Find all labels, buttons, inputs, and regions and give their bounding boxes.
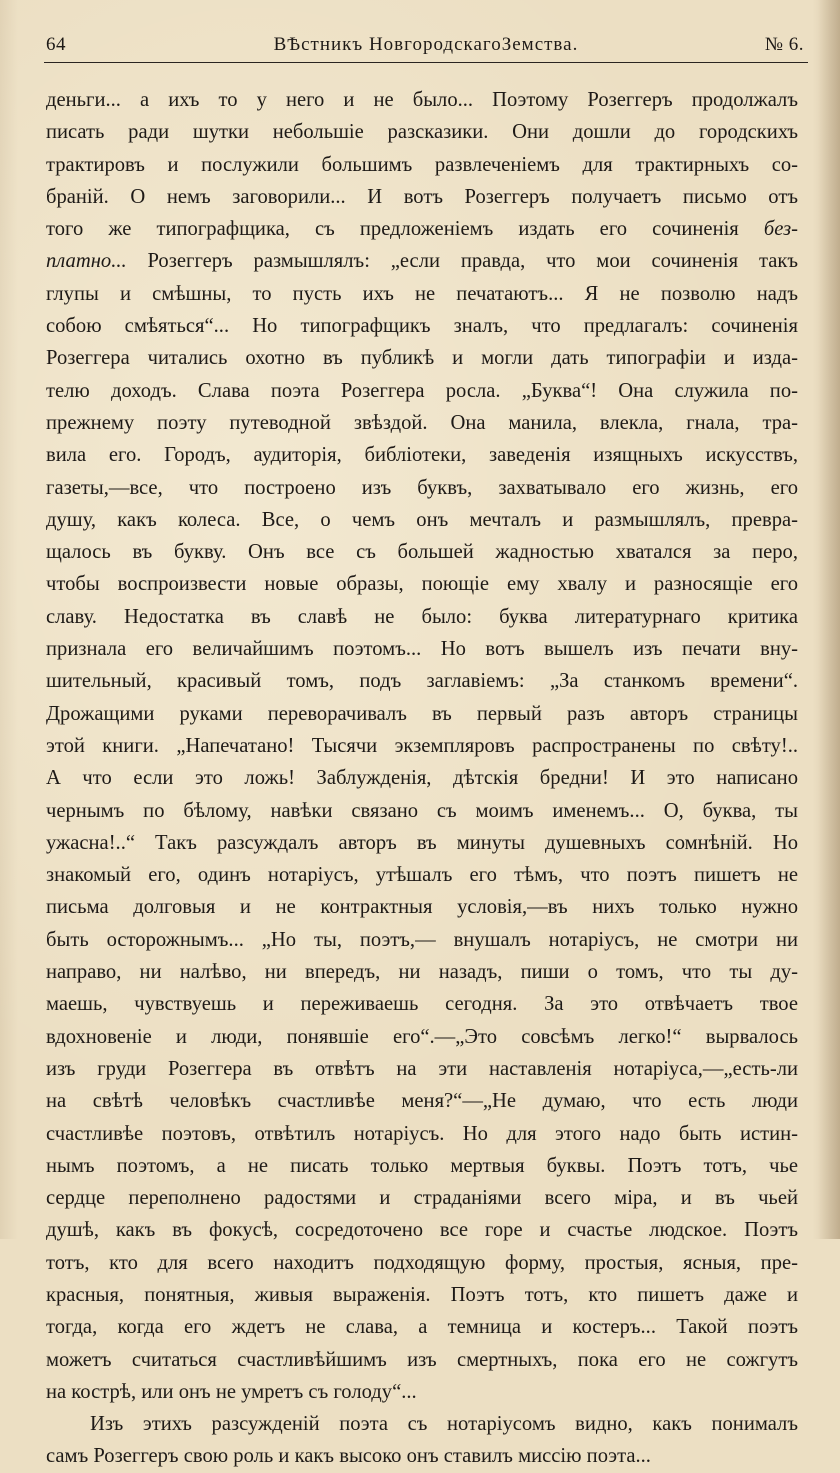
text-line bbox=[46, 795, 798, 827]
text-run: щалось въ букву. Онъ все съ большей жадностью хватался за перо, bbox=[46, 541, 798, 564]
text-line bbox=[46, 601, 798, 633]
text-run: Розеггеръ размышлялъ: „если правда, что мои сочиненія такъ bbox=[126, 250, 798, 273]
text-line bbox=[46, 116, 798, 148]
text-line bbox=[46, 504, 798, 536]
italic-run: без- bbox=[763, 218, 798, 241]
text-line bbox=[46, 859, 798, 891]
text-run: писать ради шутки небольшіе разсказики. Они дошли до городскихъ bbox=[46, 121, 798, 144]
text-run: душу, какъ колеса. Все, о чемъ онъ мечталъ и размышлялъ, превра- bbox=[46, 508, 798, 531]
text-run: на свѣтѣ человѣкъ счастливѣе меня?“—„Не думаю, что есть люди bbox=[46, 1090, 798, 1113]
text-run: знакомый его, одинъ нотаріусъ, утѣшалъ его тѣмъ, что поэтъ пишетъ не bbox=[46, 864, 798, 887]
text-run: письма долговыя и не контрактныя условія,—въ нихъ только нужно bbox=[46, 896, 798, 919]
text-run: телю доходъ. Слава поэта Розеггера росла. „Буква“! Она служила по- bbox=[46, 379, 798, 402]
text-run: браній. О немъ заговорили... И вотъ Розеггеръ получаетъ письмо отъ bbox=[46, 185, 798, 208]
text-line bbox=[46, 407, 798, 439]
text-line bbox=[46, 1376, 798, 1408]
running-title: ВѢстникъ НовгородскагоЗемства. bbox=[273, 34, 579, 55]
text-line bbox=[46, 310, 798, 342]
italic-run: платно... bbox=[46, 250, 127, 273]
text-run: направо, ни налѣво, ни впередъ, ни назадъ, пиши о томъ, что ты ду- bbox=[46, 961, 798, 984]
text-run: тогда, когда его ждетъ не слава, а темница и костеръ... Такой поэтъ bbox=[46, 1316, 798, 1339]
text-run: чернымъ по бѣлому, навѣки связано съ моимъ именемъ... О, буква, ты bbox=[46, 799, 798, 822]
text-line bbox=[46, 1021, 798, 1053]
text-run: деньги... а ихъ то у него и не было... Поэтому Розеггеръ продолжалъ bbox=[46, 89, 798, 111]
text-run: счастливѣе поэтовъ, отвѣтилъ нотаріусъ. Но для этого надо быть истин- bbox=[46, 1122, 798, 1145]
page-edge-shadow bbox=[818, 0, 840, 1239]
text-run: признала его величайшимъ поэтомъ... Но вотъ вышелъ изъ печати вну- bbox=[46, 638, 798, 661]
text-run: собою смѣяться“... Но типографщикъ зналъ, что предлагалъ: сочиненія bbox=[46, 315, 798, 338]
text-run: маешь, чувствуешь и переживаешь сегодня. За это отвѣчаетъ твое bbox=[46, 993, 798, 1016]
text-run: ужасна!..“ Такъ разсуждалъ авторъ въ минуты душевныхъ сомнѣній. Но bbox=[46, 831, 798, 854]
article-body bbox=[46, 84, 798, 1473]
page-number: 64 bbox=[46, 34, 66, 55]
text-line bbox=[46, 342, 798, 374]
text-run: газеты,—все, что построено изъ буквъ, захватывало его жизнь, его bbox=[46, 476, 798, 499]
text-run: вдохновеніе и люди, понявшіе его“.—„Это совсѣмъ легко!“ вырвалось bbox=[46, 1025, 798, 1048]
text-line bbox=[46, 665, 798, 697]
text-line bbox=[46, 988, 798, 1020]
text-line bbox=[46, 1247, 798, 1279]
text-run: Розеггера читались охотно въ публикѣ и могли дать типографіи и изда- bbox=[46, 347, 798, 370]
text-line bbox=[46, 1344, 798, 1376]
text-line bbox=[46, 245, 798, 277]
text-line bbox=[46, 730, 798, 762]
text-line bbox=[46, 762, 798, 794]
text-run: глупы и смѣшны, то пусть ихъ не печатаютъ... Я не позволю надъ bbox=[46, 282, 798, 305]
text-line bbox=[46, 213, 798, 245]
text-line bbox=[46, 375, 798, 407]
text-run: можетъ считаться счастливѣйшимъ изъ смертныхъ, пока его не сожгутъ bbox=[46, 1348, 798, 1371]
text-run: славу. Недостатка въ славѣ не было: буква литературнаго критика bbox=[46, 605, 798, 628]
text-run: прежнему поэту путеводной звѣздой. Она манила, влекла, гнала, тра- bbox=[46, 411, 798, 434]
text-run: сердце переполнено радостями и страданіями всего міра, и въ чьей bbox=[46, 1187, 798, 1210]
text-run: чтобы воспроизвести новые образы, поющіе ему хвалу и разносящіе его bbox=[46, 573, 798, 596]
text-run: Дрожащими руками переворачивалъ въ первый разъ авторъ страницы bbox=[46, 702, 798, 725]
text-line bbox=[46, 84, 798, 116]
text-line bbox=[46, 1182, 798, 1214]
text-line bbox=[46, 1118, 798, 1150]
text-line bbox=[46, 1150, 798, 1182]
text-line bbox=[46, 181, 798, 213]
page-header bbox=[44, 32, 808, 60]
text-line bbox=[46, 827, 798, 859]
text-line bbox=[46, 1214, 798, 1246]
text-run: красныя, понятныя, живыя выраженія. Поэтъ тотъ, кто пишетъ даже и bbox=[46, 1283, 798, 1306]
text-line bbox=[46, 1279, 798, 1311]
text-line bbox=[46, 278, 798, 310]
text-line bbox=[46, 956, 798, 988]
text-line bbox=[46, 1085, 798, 1117]
text-line bbox=[46, 1408, 798, 1440]
text-line bbox=[46, 472, 798, 504]
text-line bbox=[46, 536, 798, 568]
text-line bbox=[46, 1053, 798, 1085]
text-line bbox=[46, 1311, 798, 1343]
text-run: тотъ, кто для всего находитъ подходящую форму, простыя, ясныя, пре- bbox=[46, 1251, 798, 1274]
header-rule bbox=[44, 62, 808, 63]
text-line bbox=[46, 698, 798, 730]
text-line bbox=[46, 149, 798, 181]
text-line bbox=[46, 924, 798, 956]
text-run: этой книги. „Напечатано! Тысячи экземпляровъ распространены по свѣту!.. bbox=[46, 734, 798, 757]
text-line bbox=[46, 633, 798, 665]
text-run: на кострѣ, или онъ не умретъ съ голоду“... bbox=[46, 1380, 417, 1403]
text-run: изъ груди Розеггера въ отвѣтъ на эти наставленія нотаріуса,—„есть-ли bbox=[46, 1057, 798, 1080]
text-run: вила его. Городъ, аудиторія, библіотеки, заведенія изящныхъ искусствъ, bbox=[46, 444, 798, 467]
text-run: душѣ, какъ въ фокусѣ, сосредоточено все горе и счастье людское. Поэтъ bbox=[46, 1219, 798, 1242]
text-run: шительный, красивый томъ, подъ заглавіемъ: „За станкомъ времени“. bbox=[46, 670, 798, 693]
text-run: нымъ поэтомъ, а не писать только мертвыя буквы. Поэтъ тотъ, чье bbox=[46, 1154, 798, 1177]
text-run: самъ Розеггеръ свою роль и какъ высоко онъ ставилъ миссію поэта... bbox=[46, 1445, 651, 1468]
issue-number: № 6. bbox=[764, 34, 804, 55]
text-line bbox=[46, 891, 798, 923]
text-line bbox=[46, 568, 798, 600]
text-line bbox=[46, 1440, 798, 1472]
text-run: того же типографщика, съ предложеніемъ издать его сочиненія bbox=[46, 218, 739, 241]
text-run: А что если это ложь! Заблужденія, дѣтскія бредни! И это написано bbox=[46, 767, 798, 790]
text-run: трактировъ и послужили большимъ развлеченіемъ для трактирныхъ со- bbox=[46, 153, 798, 176]
text-run: быть осторожнымъ... „Но ты, поэтъ,— внушалъ нотаріусъ, не смотри ни bbox=[46, 928, 798, 951]
text-run: Изъ этихъ разсужденій поэта съ нотаріусомъ видно, какъ понималъ bbox=[90, 1413, 798, 1436]
text-line bbox=[46, 439, 798, 471]
